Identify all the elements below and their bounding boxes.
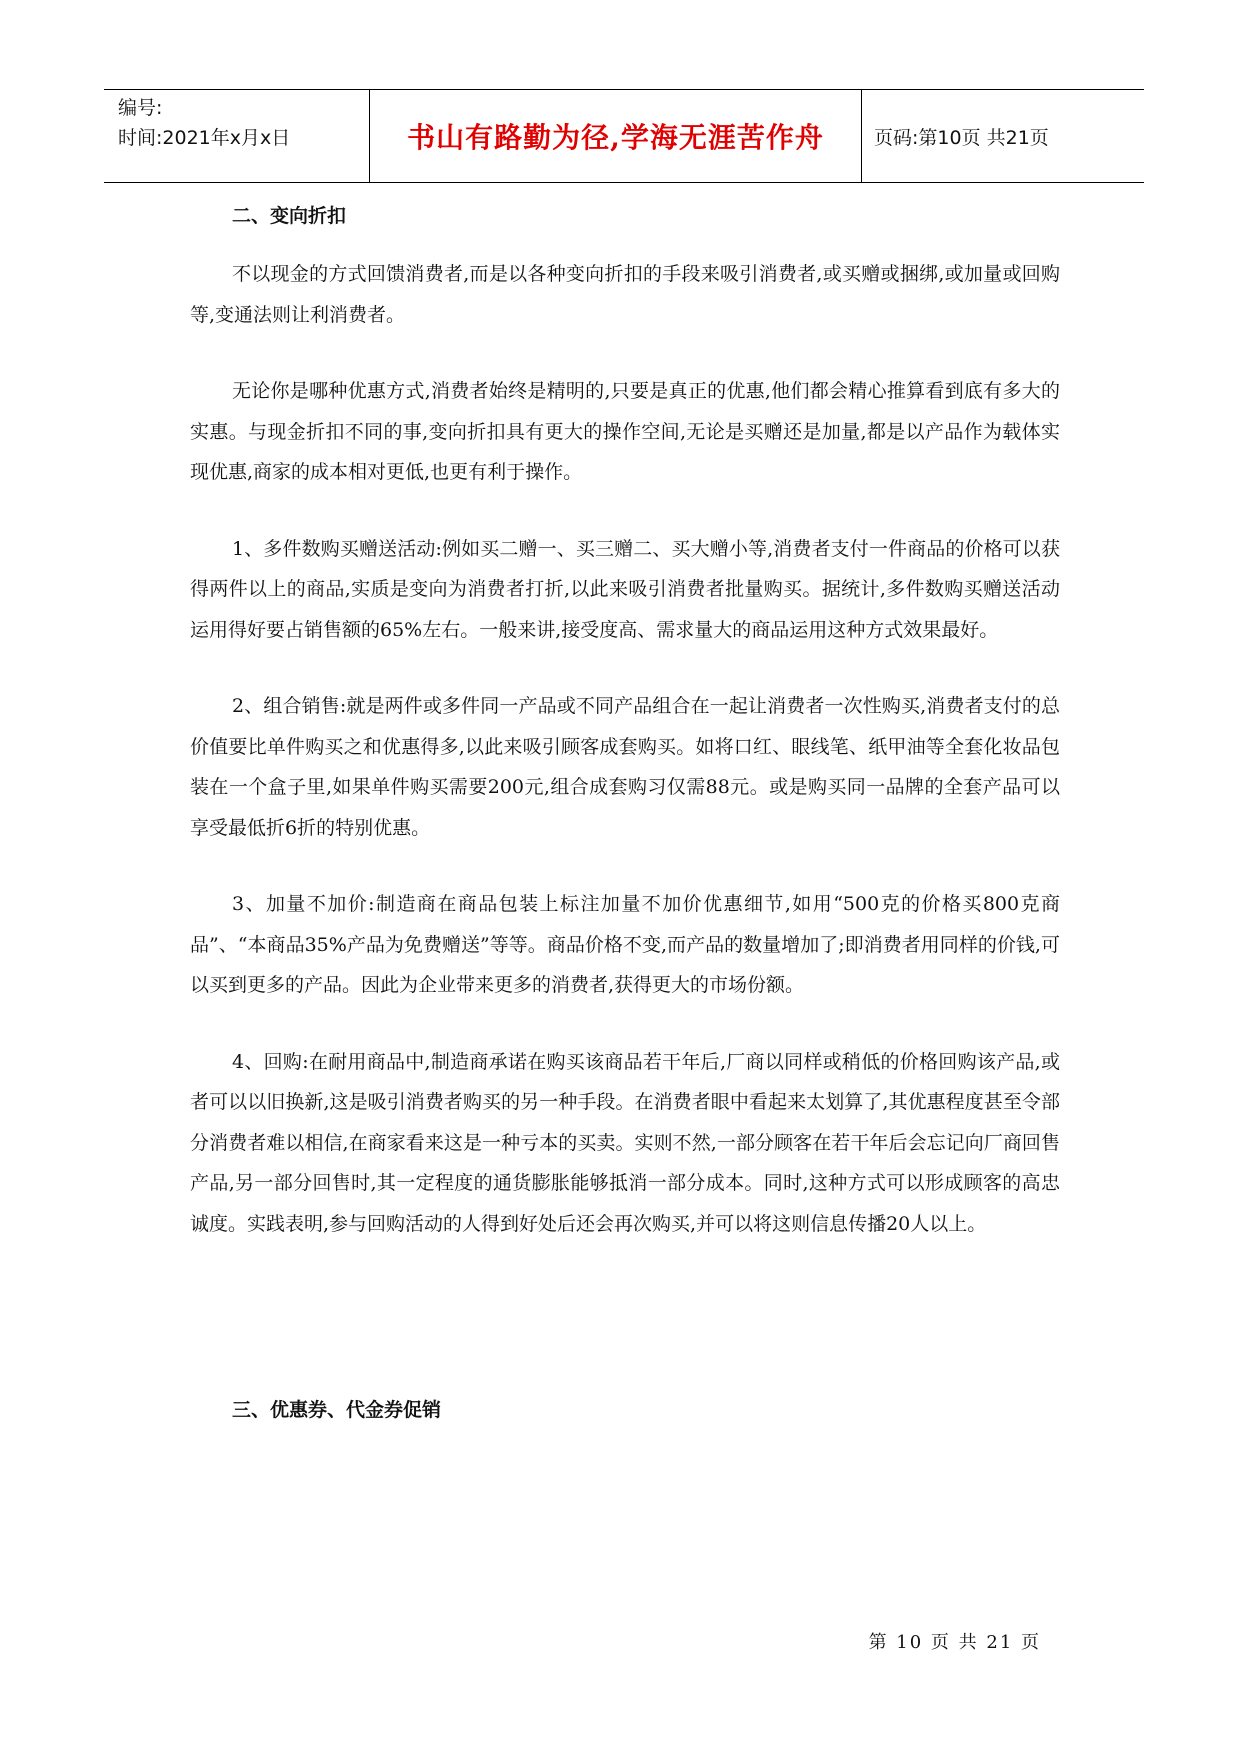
paragraph: 无论你是哪种优惠方式,消费者始终是精明的,只要是真正的优惠,他们都会精心推算看到底有多大的实惠。与现金折扣不同的事,变向折扣具有更大的操作空间,无论是买赠还是加量,都是以产品作为载体实现优惠,商家的成本相对更低,也更有利于操作。 xyxy=(190,380,1060,483)
time-label: 时间:2021年x月x日 xyxy=(118,127,291,149)
header-motto-cell xyxy=(370,90,862,182)
motto: 书山有路勤为径,学海无涯苦作舟 xyxy=(407,121,824,154)
paragraph: 1、多件数购买赠送活动:例如买二赠一、买三赠二、买大赠小等,消费者支付一件商品的价格可以获得两件以上的商品,实质是变向为消费者打折,以此来吸引消费者批量购买。据统计,多件数购买赠送活动运用得好要占销售额的65%左右。一般来讲,接受度高、需求量大的商品运用这种方式效果最好。 xyxy=(190,537,1060,641)
page-footer: 第 10 页 共 21 页 xyxy=(868,1632,1041,1653)
page-info: 页码:第10页 共21页 xyxy=(874,126,1049,149)
paragraph: 4、回购:在耐用商品中,制造商承诺在购买该商品若干年后,厂商以同样或稍低的价格回购该产品,或者可以以旧换新,这是吸引消费者购买的另一种手段。在消费者眼中看起来太划算了,其优惠程度甚至令部分消费者难以相信,在商家看来这是一种亏本的买卖。实则不然,一部分顾客在若干年后会忘记向厂商回售产品,另一部分回售时,其一定程度的通货膨胀能够抵消一部分成本。同时,这种方式可以形成顾客的高忠诚度。实践表明,参与回购活动的人得到好处后还会再次购买,并可以将这则信息传播20人以上。 xyxy=(190,1050,1060,1235)
serial-label: 编号: xyxy=(118,97,163,119)
section-heading: 三、优惠券、代金券促销 xyxy=(232,1399,442,1421)
header-page-info xyxy=(862,90,1144,182)
page-header xyxy=(104,89,1144,183)
paragraph: 不以现金的方式回馈消费者,而是以各种变向折扣的手段来吸引消费者,或买赠或捆绑,或加量或回购等,变通法则让利消费者。 xyxy=(190,263,1060,326)
header-meta xyxy=(104,90,370,182)
document-body xyxy=(190,200,1060,1426)
section-heading: 二、变向折扣 xyxy=(232,205,347,227)
paragraph: 2、组合销售:就是两件或多件同一产品或不同产品组合在一起让消费者一次性购买,消费者支付的总价值要比单件购买之和优惠得多,以此来吸引顾客成套购买。如将口红、眼线笔、纸甲油等全套化妆品包装在一个盒子里,如果单件购买需要200元,组合成套购习仅需88元。或是购买同一品牌的全套产品可以享受最低折6折的特别优惠。 xyxy=(190,695,1060,839)
paragraph: 3、加量不加价:制造商在商品包装上标注加量不加价优惠细节,如用“500克的价格买800克商品”、“本商品35%产品为免费赠送”等等。商品价格不变,而产品的数量增加了;即消费者用同样的价钱,可以买到更多的产品。因此为企业带来更多的消费者,获得更大的市场份额。 xyxy=(190,893,1060,996)
